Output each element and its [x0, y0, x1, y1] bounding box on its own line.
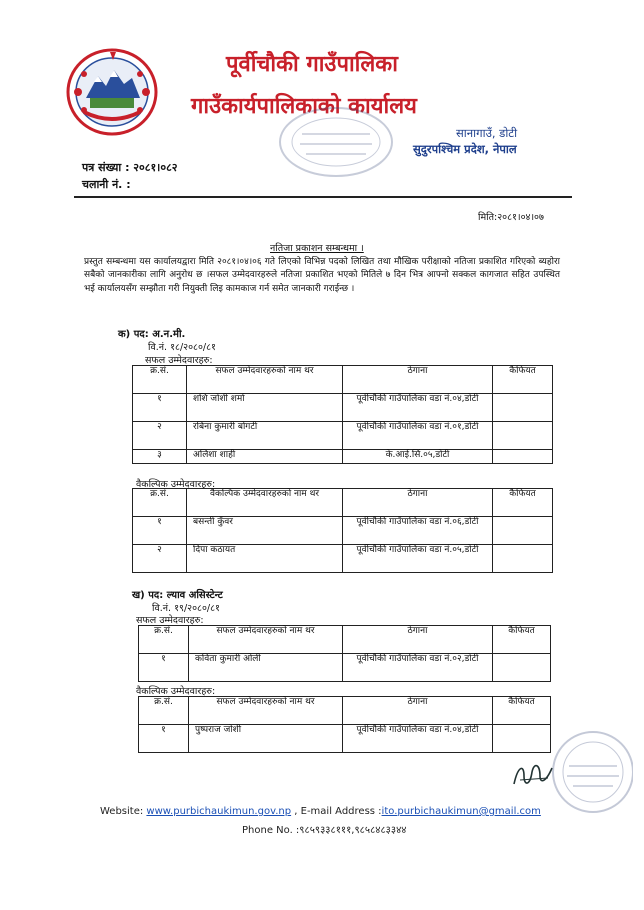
office-name-line1: पूर्वीचौकी गाउँपालिका [226, 52, 398, 77]
table-row [133, 545, 553, 573]
office-province: सुदुरपश्चिम प्रदेश, नेपाल [413, 142, 517, 156]
table-row [139, 725, 551, 753]
table-header: क्र.सं. [133, 366, 187, 394]
alternate-candidates-table-anm [132, 488, 553, 573]
notice-number-anm: वि.नं. १८/२०८०/८१ [148, 342, 216, 353]
table-header: कैफियत [493, 489, 553, 517]
government-emblem-icon [64, 46, 160, 138]
remarks-cell [493, 654, 551, 682]
office-location: सानागाउँ, डोटी [456, 126, 518, 140]
serial-cell: १ [139, 725, 189, 753]
table-row [133, 394, 553, 422]
name-cell: कविता कुमारी ओली [189, 654, 343, 682]
letter-date: मिति:२०८१।०४।०७ [478, 212, 544, 223]
table-header: कैफियत [493, 366, 553, 394]
remarks-cell [493, 725, 551, 753]
alternate-candidates-label: वैकल्पिक उम्मेदवारहरु: [136, 479, 216, 490]
name-cell: अलिशा शाही [187, 450, 343, 464]
remarks-cell [493, 517, 553, 545]
signature-icon [510, 760, 556, 790]
address-cell: पूर्वीचौकी गाउँपालिका वडा नं.०५,डोटी [343, 545, 493, 573]
table-header: ठेगाना [343, 489, 493, 517]
post-title-lab-assistant: ख) पद: ल्याव असिस्टेन्ट [132, 590, 223, 601]
table-row [133, 450, 553, 464]
table-header: क्र.सं. [139, 626, 189, 654]
office-name-line2: गाउँकार्यपालिकाको कार्यालय [191, 94, 417, 119]
successful-candidates-label: सफल उम्मेदवारहरु: [145, 355, 213, 366]
post-title-anm: क) पद: अ.न.मी. [118, 329, 186, 340]
table-header: सफल उम्मेदवारहरुको नाम थर [189, 626, 343, 654]
notice-number-lab-assistant: वि.नं. १९/२०८०/८१ [152, 603, 220, 614]
letter-subject: नतिजा प्रकाशन सम्बन्धमा । [270, 243, 364, 254]
table-row [139, 654, 551, 682]
successful-candidates-table-anm [132, 365, 553, 464]
serial-cell: २ [133, 422, 187, 450]
table-header: कैफियत [493, 626, 551, 654]
table-header: सफल उम्मेदवारहरुको नाम थर [187, 366, 343, 394]
name-cell: शशि जोशी शर्मा [187, 394, 343, 422]
name-cell: पुष्पराज जोशी [189, 725, 343, 753]
email-label: , E-mail Address : [291, 806, 382, 817]
table-header: ठेगाना [343, 626, 493, 654]
serial-cell: २ [133, 545, 187, 573]
table-header: क्र.सं. [139, 697, 189, 725]
dispatch-number: चलानी नं. : [82, 178, 131, 191]
serial-cell: ३ [133, 450, 187, 464]
table-header: कैफियत [493, 697, 551, 725]
alternate-candidates-table-lab [138, 696, 551, 753]
office-seal-icon [543, 724, 633, 824]
footer-contact [100, 806, 541, 817]
email-link[interactable]: ito.purbichaukimun@gmail.com [381, 806, 541, 817]
successful-candidates-label: सफल उम्मेदवारहरु: [136, 615, 204, 626]
successful-candidates-table-lab [138, 625, 551, 682]
serial-cell: १ [133, 394, 187, 422]
table-header: ठेगाना [343, 366, 493, 394]
table-row [133, 422, 553, 450]
footer-phone: Phone No. :९८५९३३८१११,९८५८४८३३४४ [242, 825, 407, 836]
header-divider [74, 196, 572, 198]
name-cell: रबिना कुमारी बोगटी [187, 422, 343, 450]
serial-cell: १ [133, 517, 187, 545]
address-cell: पूर्वीचौकी गाउँपालिका वडा नं.०६,डोटी [343, 517, 493, 545]
remarks-cell [493, 422, 553, 450]
address-cell: पूर्वीचौकी गाउँपालिका वडा नं.०४,डोटी [343, 725, 493, 753]
letter-body: प्रस्तुत सम्बन्धमा यस कार्यालयद्वारा मिति २०८१।०४।०६ गते लिएको विभिन्न पदको लिखित तथा मौखिक परीक्षाको नतिजा प्रकाशित गरिएको ब्यहोरा सबैको जानकारीका लागि अनुरोध छ ।सफल उम्मेदवारहरुले नतिजा प्रकाशित भएको मितिले ७ दिन भित्र आफ्नो सक्कल कागजात सहित उपस्थित भई कार्यालयसँग सम्झौता गरी नियुक्ती लिइ कामकाज गर्न समेत जानकारी गराईन्छ । [84, 257, 560, 294]
seal-stamp-icon [276, 104, 396, 180]
address-cell: पूर्वीचौकी गाउँपालिका वडा नं.०१,डोटी [343, 422, 493, 450]
address-cell: के.आई.सिं.०५,डोटी [343, 450, 493, 464]
serial-cell: १ [139, 654, 189, 682]
table-header: वैकल्पिक उम्मेदवारहरुको नाम थर [187, 489, 343, 517]
name-cell: दिपा कठायत [187, 545, 343, 573]
table-header: ठेगाना [343, 697, 493, 725]
address-cell: पूर्वीचौकी गाउँपालिका वडा नं.०४,डोटी [343, 394, 493, 422]
website-link[interactable]: www.purbichaukimun.gov.np [146, 806, 292, 817]
address-cell: पूर्वीचौकी गाउँपालिका वडा नं.०२,डोटी [343, 654, 493, 682]
table-header: सफल उम्मेदवारहरुको नाम थर [189, 697, 343, 725]
table-header: क्र.सं. [133, 489, 187, 517]
remarks-cell [493, 450, 553, 464]
website-label: Website: [100, 806, 147, 817]
reference-number: पत्र संख्या : २०८१।०८२ [82, 161, 178, 174]
remarks-cell [493, 394, 553, 422]
table-row [133, 517, 553, 545]
name-cell: बसन्ती कुँवर [187, 517, 343, 545]
alternate-candidates-label: वैकल्पिक उम्मेदवारहरु: [136, 686, 216, 697]
remarks-cell [493, 545, 553, 573]
